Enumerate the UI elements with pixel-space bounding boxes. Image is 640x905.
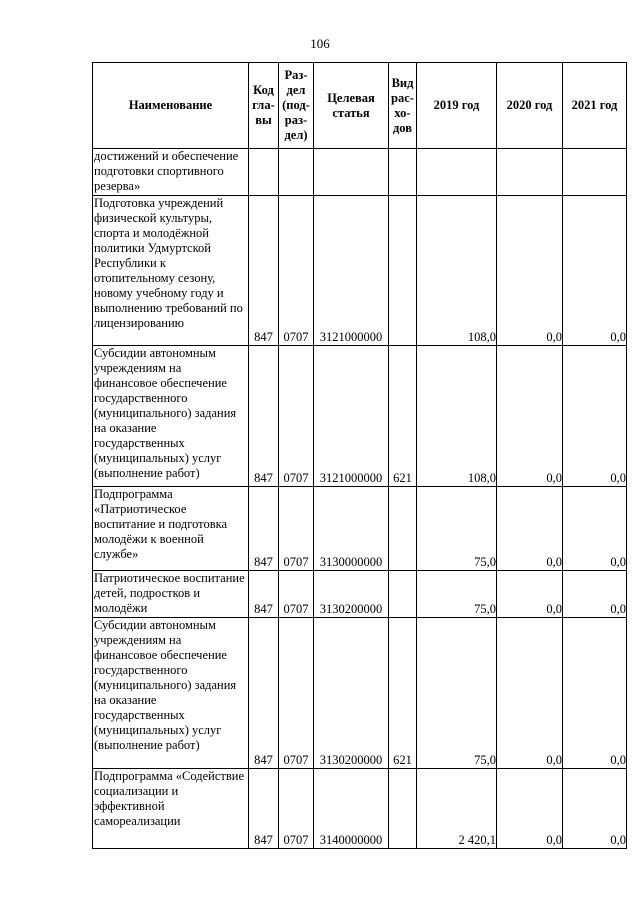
cell-y2020: 0,0 <box>497 487 563 571</box>
cell-code: 847 <box>249 196 279 346</box>
cell-y2019: 75,0 <box>417 571 497 618</box>
cell-section: 0707 <box>279 571 314 618</box>
cell-name: достижений и обеспечение подготовки спортивного резерва» <box>93 149 249 196</box>
header-2021: 2021 год <box>563 63 627 149</box>
header-2020: 2020 год <box>497 63 563 149</box>
cell-target: 3121000000 <box>314 346 389 487</box>
cell-exp: 621 <box>389 346 417 487</box>
table-row <box>93 196 627 346</box>
cell-exp <box>389 487 417 571</box>
table-header-row <box>93 63 627 149</box>
table-row <box>93 346 627 487</box>
table-row <box>93 487 627 571</box>
cell-y2019: 75,0 <box>417 618 497 769</box>
cell-name: Субсидии автономным учреждениям на финансовое обеспечение государственного (муниципального) задания на оказание государственных (муниципальных) услуг (выполнение работ) <box>93 346 249 487</box>
cell-y2020: 0,0 <box>497 196 563 346</box>
budget-table <box>92 62 627 849</box>
cell-y2020 <box>497 149 563 196</box>
cell-y2020: 0,0 <box>497 571 563 618</box>
cell-y2019: 75,0 <box>417 487 497 571</box>
header-name: Наименование <box>93 63 249 149</box>
cell-y2019: 108,0 <box>417 196 497 346</box>
cell-name: Патриотическое воспитание детей, подростков и молодёжи <box>93 571 249 618</box>
cell-section <box>279 149 314 196</box>
cell-exp: 621 <box>389 618 417 769</box>
cell-name: Подпрограмма «Содействие социализации и эффективной самореализации <box>93 769 249 849</box>
cell-section: 0707 <box>279 487 314 571</box>
cell-exp <box>389 149 417 196</box>
cell-code: 847 <box>249 618 279 769</box>
cell-target: 3121000000 <box>314 196 389 346</box>
cell-section: 0707 <box>279 346 314 487</box>
cell-y2019: 108,0 <box>417 346 497 487</box>
cell-y2019: 2 420,1 <box>417 769 497 849</box>
header-expense-type: Вид рас-хо-дов <box>389 63 417 149</box>
cell-y2021: 0,0 <box>563 487 627 571</box>
cell-name: Подготовка учреждений физической культуры, спорта и молодёжной политики Удмуртской Республики к отопительному сезону, новому учебному году и выполнению требований по лицензированию <box>93 196 249 346</box>
cell-y2021: 0,0 <box>563 346 627 487</box>
cell-y2019 <box>417 149 497 196</box>
cell-section: 0707 <box>279 196 314 346</box>
cell-exp <box>389 196 417 346</box>
header-code: Код гла-вы <box>249 63 279 149</box>
cell-section: 0707 <box>279 618 314 769</box>
cell-code: 847 <box>249 571 279 618</box>
cell-y2021 <box>563 149 627 196</box>
cell-target <box>314 149 389 196</box>
table-body <box>93 149 627 849</box>
cell-y2020: 0,0 <box>497 769 563 849</box>
header-section: Раз-дел (под-раз-дел) <box>279 63 314 149</box>
cell-exp <box>389 769 417 849</box>
cell-y2020: 0,0 <box>497 346 563 487</box>
cell-y2021: 0,0 <box>563 196 627 346</box>
header-2019: 2019 год <box>417 63 497 149</box>
cell-target: 3140000000 <box>314 769 389 849</box>
cell-code: 847 <box>249 769 279 849</box>
cell-code <box>249 149 279 196</box>
cell-y2020: 0,0 <box>497 618 563 769</box>
table-row <box>93 618 627 769</box>
cell-target: 3130000000 <box>314 487 389 571</box>
cell-y2021: 0,0 <box>563 618 627 769</box>
cell-exp <box>389 571 417 618</box>
cell-y2021: 0,0 <box>563 769 627 849</box>
header-target: Целевая статья <box>314 63 389 149</box>
cell-target: 3130200000 <box>314 618 389 769</box>
cell-name: Субсидии автономным учреждениям на финансовое обеспечение государственного (муниципального) задания на оказание государственных (муниципальных) услуг (выполнение работ) <box>93 618 249 769</box>
cell-code: 847 <box>249 487 279 571</box>
cell-name: Подпрограмма «Патриотическое воспитание и подготовка молодёжи к военной службе» <box>93 487 249 571</box>
cell-target: 3130200000 <box>314 571 389 618</box>
table-row <box>93 769 627 849</box>
table-row <box>93 571 627 618</box>
table-row <box>93 149 627 196</box>
cell-y2021: 0,0 <box>563 571 627 618</box>
page-number: 106 <box>310 36 330 51</box>
cell-section: 0707 <box>279 769 314 849</box>
cell-code: 847 <box>249 346 279 487</box>
